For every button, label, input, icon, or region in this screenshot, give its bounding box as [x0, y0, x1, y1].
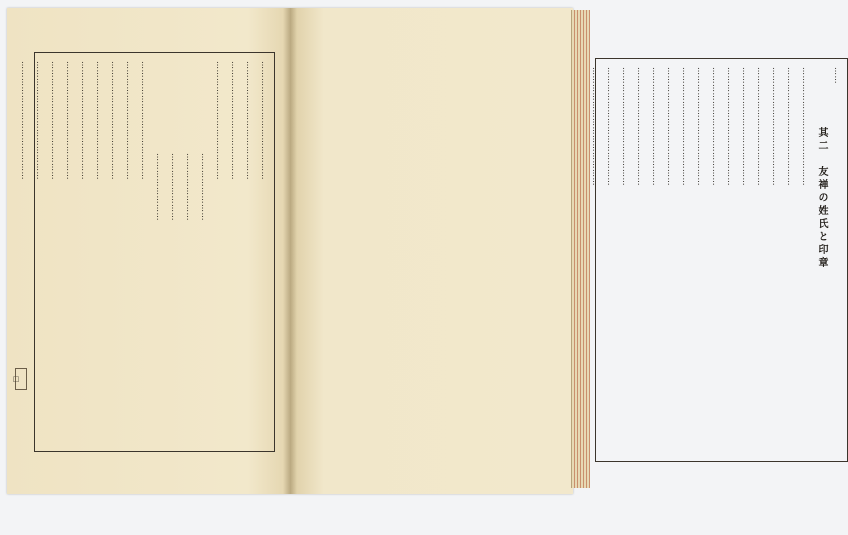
- left-column: ……………………………………: [260, 61, 269, 180]
- page-edges: [571, 10, 590, 488]
- right-column: ……………………………………: [786, 67, 795, 186]
- left-column: ……………………………………: [95, 61, 104, 180]
- right-columns: [591, 67, 842, 453]
- right-column: ……………………………………: [591, 67, 600, 186]
- right-text-frame: [591, 58, 848, 462]
- right-column: ……………………………………: [726, 67, 735, 186]
- left-list-item: ……………………: [170, 153, 179, 221]
- left-column: ……………………………………: [20, 61, 29, 180]
- left-page: [7, 8, 290, 494]
- left-list-item: ……………………: [155, 153, 164, 221]
- right-column: ……………………………………: [666, 67, 675, 186]
- right-column: ……………………………………: [651, 67, 660, 186]
- right-first-line: ……: [833, 67, 842, 84]
- right-column: ……………………………………: [606, 67, 615, 186]
- left-column: ……………………………………: [245, 61, 254, 180]
- page-number: □: [15, 368, 27, 390]
- left-column: ……………………………………: [215, 61, 224, 180]
- left-column: ……………………………………: [80, 61, 89, 180]
- section-heading: 其二 友禅の姓氏と印章: [816, 127, 827, 270]
- left-column: ……………………………………: [50, 61, 59, 180]
- left-column: ……………………………………: [140, 61, 149, 180]
- left-column: ……………………………………: [230, 61, 239, 180]
- right-column: ……………………………………: [681, 67, 690, 186]
- right-column: ……………………………………: [741, 67, 750, 186]
- left-column: ……………………………………: [125, 61, 134, 180]
- left-text-frame: [20, 52, 275, 452]
- left-columns: [20, 61, 269, 443]
- right-column: ……………………………………: [711, 67, 720, 186]
- left-column: ……………………………………: [65, 61, 74, 180]
- right-column: ……………………………………: [636, 67, 645, 186]
- left-column: ……………………………………: [110, 61, 119, 180]
- book-spread: [7, 8, 842, 494]
- left-column: ……………………………………: [35, 61, 44, 180]
- left-list-item: ……………………: [185, 153, 194, 221]
- book-gutter: [283, 8, 297, 494]
- right-column: ……………………………………: [801, 67, 810, 186]
- right-column: ……………………………………: [771, 67, 780, 186]
- right-column: ……………………………………: [756, 67, 765, 186]
- right-column: ……………………………………: [696, 67, 705, 186]
- left-list-item: ……………………: [200, 153, 209, 221]
- right-page: [290, 8, 842, 494]
- right-column: ……………………………………: [621, 67, 630, 186]
